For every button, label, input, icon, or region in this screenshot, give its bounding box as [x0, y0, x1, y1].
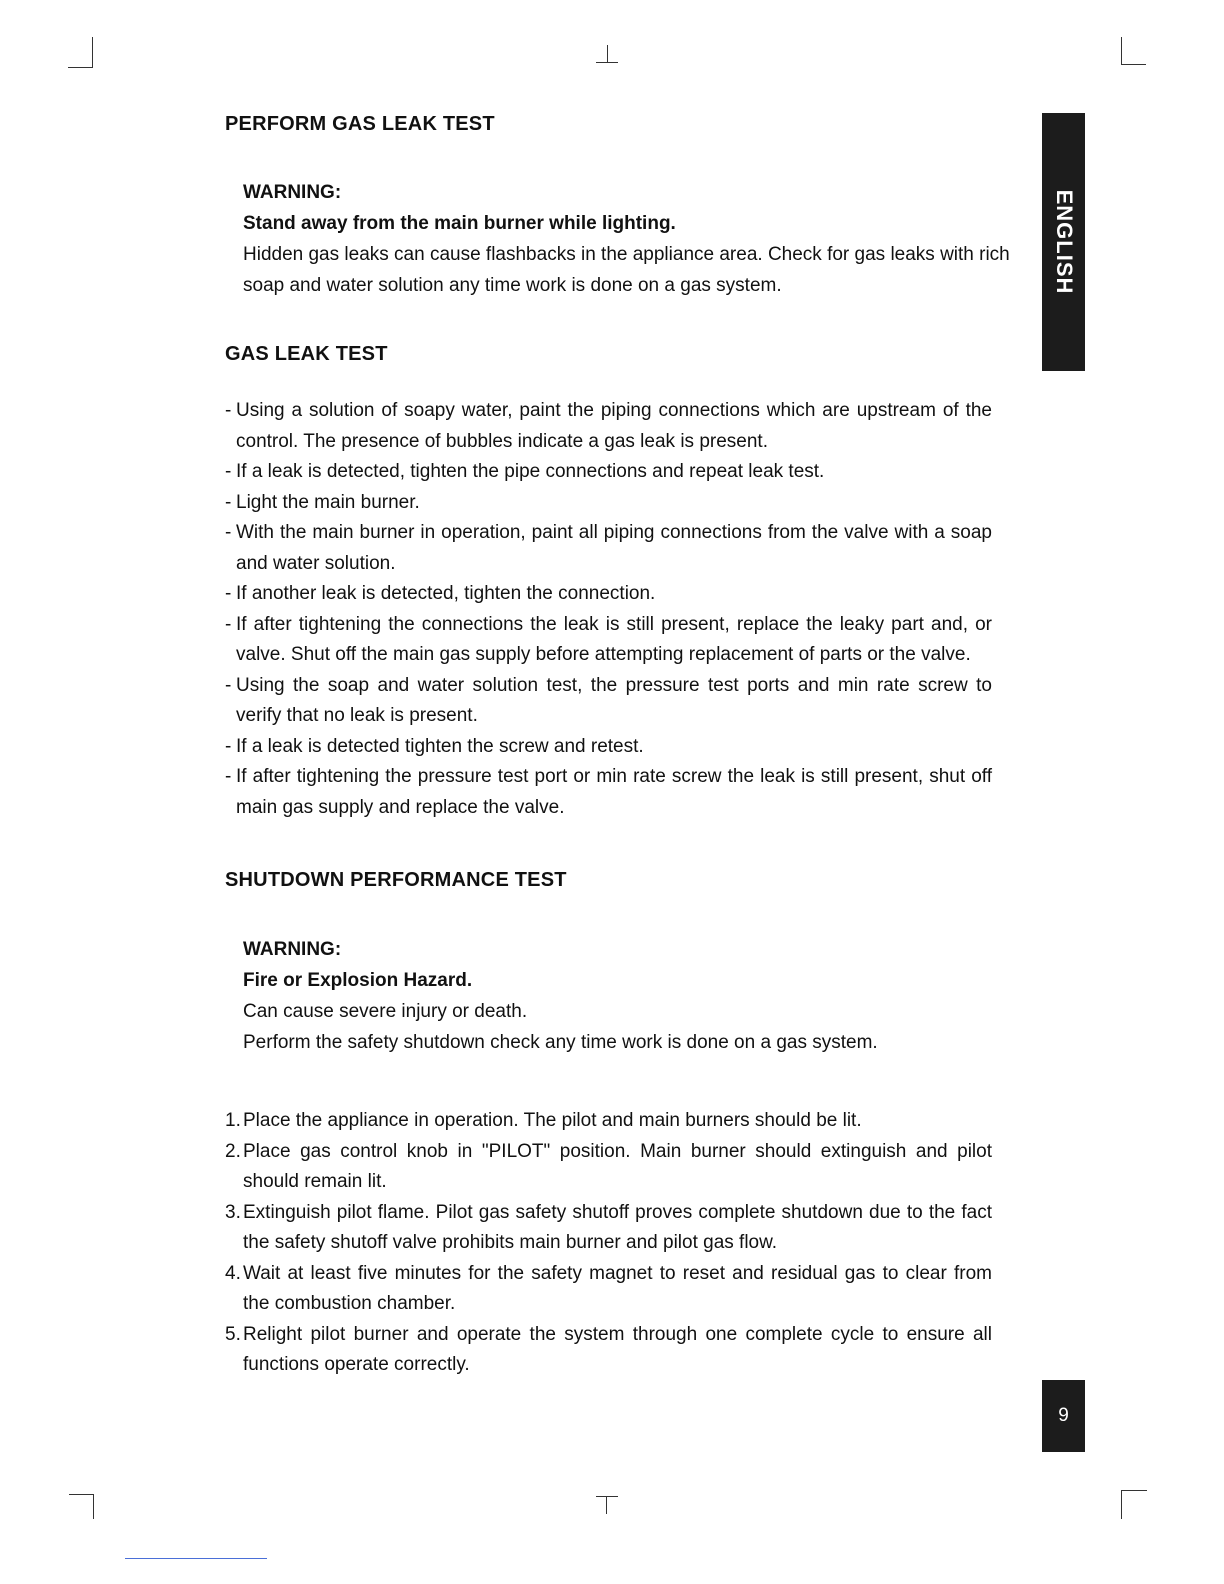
- page-number-badge: 9: [1042, 1380, 1085, 1452]
- footer-underline: [125, 1558, 267, 1559]
- gas-leak-test-list: [225, 396, 992, 823]
- list-item: - If a leak is detected, tighten the pipe connections and repeat leak test.: [225, 461, 825, 482]
- step-item: 2. Place gas control knob in "PILOT" position. Main burner should extinguish and pilot should remain lit.: [225, 1140, 992, 1192]
- warning-title: Fire or Explosion Hazard.: [243, 970, 473, 991]
- warning-text-line: Perform the safety shutdown check any time work is done on a gas system.: [243, 1032, 878, 1053]
- list-item: - If after tightening the pressure test port or min rate screw the leak is still present, shut off main gas supply and replace the valve.: [225, 766, 992, 818]
- list-item: - With the main burner in operation, paint all piping connections from the valve with a soap and water solution.: [225, 522, 992, 574]
- language-side-tab: [1042, 113, 1085, 371]
- warning-text-line: Hidden gas leaks can cause flashbacks in the appliance area. Check for gas leaks with rich: [243, 244, 1010, 265]
- list-item: - Light the main burner.: [225, 491, 420, 513]
- step-item: 4. Wait at least five minutes for the safety magnet to reset and residual gas to clear from the combustion chamber.: [225, 1262, 992, 1314]
- list-item: - If another leak is detected, tighten the connection.: [225, 583, 656, 604]
- section-heading-perform-gas-leak-test: PERFORM GAS LEAK TEST: [225, 113, 495, 135]
- language-side-tab-label: ENGLISH: [1051, 189, 1077, 295]
- step-item: 3. Extinguish pilot flame. Pilot gas safety shutoff proves complete shutdown due to the fact the safety shutoff valve prohibits main burner and pilot gas flow.: [225, 1201, 992, 1253]
- step-item: 1. Place the appliance in operation. The pilot and main burners should be lit.: [225, 1110, 862, 1131]
- warning-text-line: soap and water solution any time work is done on a gas system.: [243, 275, 782, 296]
- warning-block-2: [243, 934, 878, 1058]
- warning-title: Stand away from the main burner while lighting.: [243, 213, 676, 234]
- list-item: - Using the soap and water solution test, the pressure test ports and min rate screw to verify that no leak is present.: [225, 674, 992, 726]
- list-item: - If after tightening the connections the leak is still present, replace the leaky part and, or valve. Shut off the main gas supply before attempting replacement of parts or the valve.: [225, 613, 992, 665]
- section-heading-gas-leak-test: GAS LEAK TEST: [225, 343, 388, 365]
- step-item: 5. Relight pilot burner and operate the system through one complete cycle to ensure all functions operate correctly.: [225, 1323, 992, 1375]
- list-item: - If a leak is detected tighten the screw and retest.: [225, 735, 644, 757]
- warning-label: WARNING:: [243, 182, 342, 203]
- section-heading-shutdown-performance-test: SHUTDOWN PERFORMANCE TEST: [225, 869, 567, 891]
- shutdown-steps-list: [225, 1106, 992, 1381]
- warning-text-line: Can cause severe injury or death.: [243, 1001, 528, 1022]
- warning-block-1: [243, 177, 1010, 301]
- warning-label: WARNING:: [243, 939, 342, 960]
- list-item: - Using a solution of soapy water, paint the piping connections which are upstream of the control. The presence of bubbles indicate a gas leak is present.: [225, 400, 992, 452]
